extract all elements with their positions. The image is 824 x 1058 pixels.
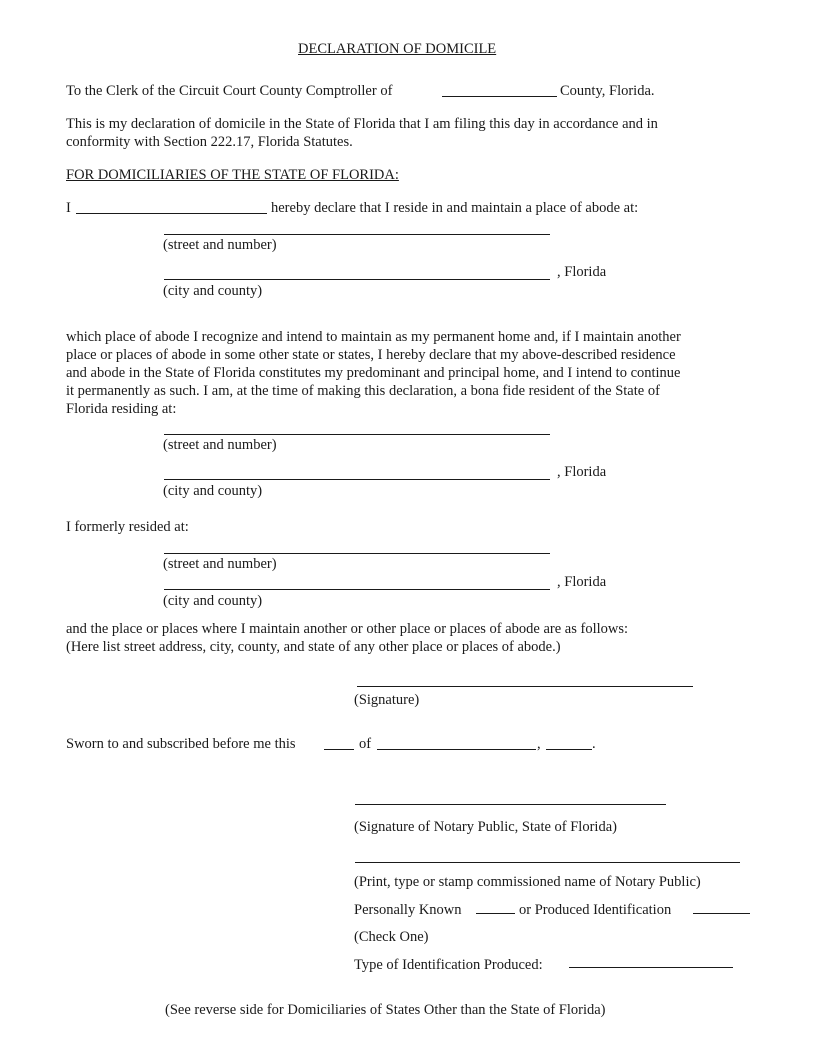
declarant-name-field[interactable] — [76, 213, 267, 214]
clerk-prefix: To the Clerk of the Circuit Court County Comptroller of — [66, 83, 393, 99]
sworn-of: of — [359, 736, 372, 752]
other-places-line1: and the place or places where I maintain another or other place or places of abode are as follows: — [66, 621, 629, 637]
resident-florida-label: , Florida — [557, 464, 607, 480]
declare-suffix: hereby declare that I reside in and maintain a place of abode at: — [271, 200, 639, 216]
resident-street-field[interactable] — [164, 434, 550, 435]
other-places-line2: (Here list street address, city, county, and state of any other place or places of abode.) — [66, 639, 561, 655]
id-type-label: Type of Identification Produced: — [354, 957, 543, 973]
sworn-prefix: Sworn to and subscribed before me this — [66, 736, 296, 752]
resident-city-field[interactable] — [164, 479, 550, 480]
signature-field[interactable] — [357, 686, 693, 687]
sworn-comma: , — [537, 736, 541, 752]
intro-line1: This is my declaration of domicile in the State of Florida that I am filing this day in accordance and in — [66, 116, 658, 132]
signature-label: (Signature) — [354, 692, 420, 708]
current-florida-label: , Florida — [557, 264, 607, 280]
body-line-5: Florida residing at: — [66, 401, 177, 417]
body-line-2: place or places of abode in some other state or states, I hereby declare that my above-described residence — [66, 347, 676, 363]
notary-signature-field[interactable] — [355, 804, 666, 805]
resident-street-label: (street and number) — [163, 437, 277, 453]
current-street-field[interactable] — [164, 234, 550, 235]
intro-line2: conformity with Section 222.17, Florida Statutes. — [66, 134, 353, 150]
section-heading: FOR DOMICILIARIES OF THE STATE OF FLORIDA: — [66, 167, 399, 183]
former-city-field[interactable] — [164, 589, 550, 590]
sworn-year-field[interactable] — [546, 749, 592, 750]
page-title: DECLARATION OF DOMICILE — [298, 41, 497, 57]
produced-id-field[interactable] — [693, 913, 750, 914]
notary-name-label: (Print, type or stamp commissioned name of Notary Public) — [354, 874, 701, 890]
sworn-period: . — [592, 736, 596, 752]
sworn-month-field[interactable] — [377, 749, 536, 750]
former-street-label: (street and number) — [163, 556, 277, 572]
former-city-label: (city and county) — [163, 593, 263, 609]
body-line-4: it permanently as such. I am, at the time of making this declaration, a bona fide resident of the State of — [66, 383, 660, 399]
current-city-field[interactable] — [164, 279, 550, 280]
declare-prefix: I — [66, 200, 71, 216]
check-one-label: (Check One) — [354, 929, 429, 945]
personally-known-field[interactable] — [476, 913, 515, 914]
sworn-day-field[interactable] — [324, 749, 354, 750]
county-field[interactable] — [442, 96, 557, 97]
footer-note: (See reverse side for Domiciliaries of States Other than the State of Florida) — [165, 1002, 606, 1018]
clerk-suffix: County, Florida. — [560, 83, 655, 99]
id-type-field[interactable] — [569, 967, 733, 968]
body-line-3: and abode in the State of Florida constitutes my predominant and principal home, and I intend to continue — [66, 365, 681, 381]
former-street-field[interactable] — [164, 553, 550, 554]
body-line-1: which place of abode I recognize and intend to maintain as my permanent home and, if I maintain another — [66, 329, 681, 345]
current-street-label: (street and number) — [163, 237, 277, 253]
current-city-label: (city and county) — [163, 283, 263, 299]
formerly-label: I formerly resided at: — [66, 519, 189, 535]
former-florida-label: , Florida — [557, 574, 607, 590]
notary-name-field[interactable] — [355, 862, 740, 863]
personally-known-label: Personally Known — [354, 902, 462, 918]
notary-signature-label: (Signature of Notary Public, State of Florida) — [354, 819, 617, 835]
resident-city-label: (city and county) — [163, 483, 263, 499]
produced-id-label: or Produced Identification — [519, 902, 672, 918]
